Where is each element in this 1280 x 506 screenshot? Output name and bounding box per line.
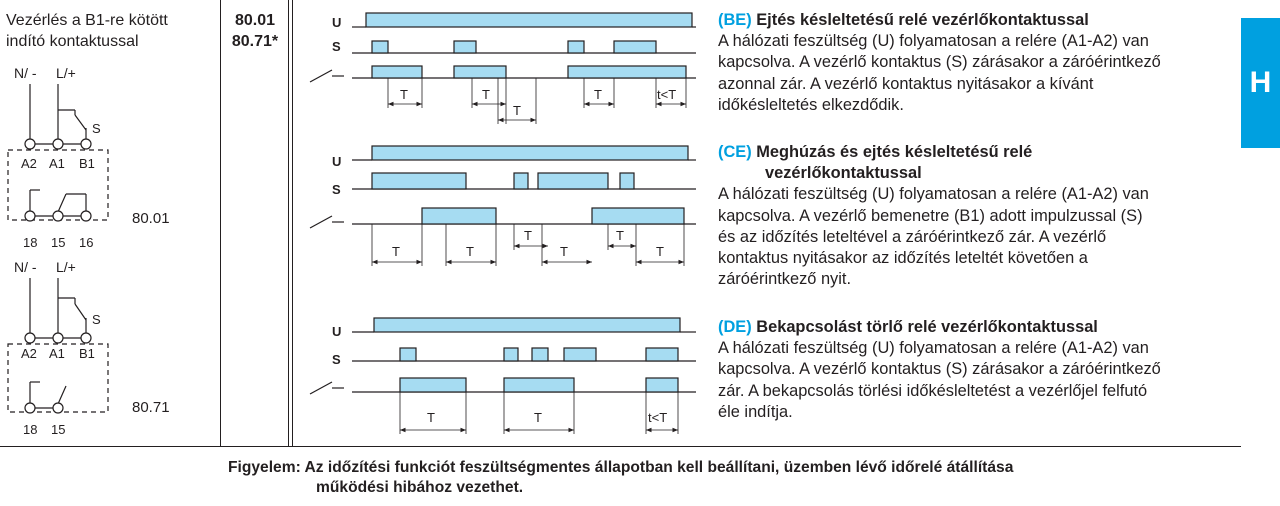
signal-u-label: U <box>332 154 342 169</box>
s-pulse <box>372 41 388 53</box>
s-pulse <box>372 173 466 189</box>
t-label: T <box>482 87 490 102</box>
control-description-line1: Vezérlés a B1-re kötött <box>6 12 168 29</box>
function-be-code: (BE) <box>718 11 752 29</box>
model-codes <box>226 10 284 52</box>
terminal-b1: B1 <box>79 156 95 171</box>
s-pulse <box>646 348 678 361</box>
output-pulse <box>568 66 686 78</box>
signal-s-label: S <box>332 39 341 54</box>
section-tab-letter: H <box>1249 66 1272 99</box>
terminal-a2: A2 <box>21 156 37 171</box>
timing-diagrams <box>296 0 714 446</box>
function-de-heading <box>718 317 1238 338</box>
wiring-diagrams <box>0 60 218 445</box>
control-description <box>6 10 218 52</box>
function-be-heading <box>718 10 1238 31</box>
column-divider-2 <box>288 0 289 446</box>
t-label: T <box>400 87 408 102</box>
contact-16: 16 <box>79 235 94 250</box>
t-less-label: t<T <box>657 87 677 102</box>
function-be-body-line: azonnal zár. A vezérlő kontaktus nyitásakor a kívánt <box>718 74 1094 93</box>
function-ce-body-line: kapcsolva. A vezérlő bemenetre (B1) adott impulzussal (S) <box>718 206 1143 225</box>
timing-diagram-be <box>310 13 696 124</box>
output-pulse <box>400 378 466 392</box>
t-label: T <box>616 228 624 243</box>
terminal-a1: A1 <box>49 156 65 171</box>
s-pulse <box>454 41 476 53</box>
function-ce-body-line: és az időzítés leteltével a záróérintkező zár. A vezérlő <box>718 227 1107 246</box>
column-divider-3 <box>292 0 293 446</box>
t-label: T <box>392 244 400 259</box>
s-pulse <box>538 173 608 189</box>
function-de-title: Bekapcsolást törlő relé vezérlőkontaktussal <box>756 318 1098 336</box>
function-ce-body-line: A hálózati feszültség (U) folyamatosan a relére (A1-A2) van <box>718 185 1149 204</box>
terminal-a1: A1 <box>49 346 65 361</box>
output-pulse <box>592 208 684 224</box>
t-label: T <box>466 244 474 259</box>
table-bottom-rule <box>0 446 1241 447</box>
wiring-diagram-80-01 <box>8 65 170 250</box>
s-pulse <box>514 173 528 189</box>
contact-15: 15 <box>51 235 66 250</box>
model-code-1: 80.01 <box>234 12 276 29</box>
function-be-body-line: időkésleltetés elkezdődik. <box>718 95 904 114</box>
control-description-line2: indító kontaktussal <box>6 33 139 50</box>
function-ce-body-line: kontaktus nyitásakor az időzítés leteltét követően a <box>718 249 1088 268</box>
output-pulse <box>646 378 678 392</box>
label-l: L/+ <box>56 65 76 81</box>
timing-diagram-ce <box>310 146 696 266</box>
output-pulse <box>372 66 422 78</box>
t-label: T <box>594 87 602 102</box>
s-pulse <box>568 41 584 53</box>
function-de-block <box>718 317 1238 423</box>
terminal-b1: B1 <box>79 346 95 361</box>
function-de-body-line: zár. A bekapcsolás törlési időkésleltetést a vezérlőjel felfutó <box>718 381 1148 400</box>
warning-note-line2: működési hibához vezethet. <box>316 479 524 496</box>
signal-u-label: U <box>332 324 342 339</box>
signal-s-label: S <box>332 352 341 367</box>
function-de-body-line: A hálózati feszültség (U) folyamatosan a relére (A1-A2) van <box>718 339 1149 358</box>
warning-note <box>228 458 1228 498</box>
t-label: T <box>534 410 542 425</box>
timing-diagram-de <box>310 318 696 434</box>
t-label: T <box>427 410 435 425</box>
section-tab-h <box>1241 18 1280 148</box>
model-80-01-label: 80.01 <box>132 210 170 227</box>
contact-18: 18 <box>23 422 38 437</box>
function-ce-code: (CE) <box>718 143 752 161</box>
model-code-2: 80.71* <box>231 33 279 50</box>
s-pulse <box>504 348 518 361</box>
column-divider-1 <box>220 0 221 446</box>
t-less-label: t<T <box>648 410 668 425</box>
warning-note-line1: Figyelem: Az időzítési funkciót feszültségmentes állapotban kell beállítani, üzemben lévő időrelé átállítása <box>228 459 1014 476</box>
u-signal-bar <box>374 318 680 332</box>
t-label: T <box>513 103 521 118</box>
label-n: N/ - <box>14 259 37 275</box>
label-l: L/+ <box>56 259 76 275</box>
s-pulse <box>400 348 416 361</box>
function-de-body-line: kapcsolva. A vezérlő kontaktus (S) zárásakor a záróérintkező <box>718 360 1161 379</box>
function-de-code: (DE) <box>718 318 752 336</box>
function-de-body-line: éle indítja. <box>718 402 793 421</box>
terminal-a2: A2 <box>21 346 37 361</box>
model-80-71-label: 80.71 <box>132 399 170 416</box>
function-ce-heading <box>718 142 1238 163</box>
s-pulse <box>564 348 596 361</box>
function-be-body-line: A hálózati feszültség (U) folyamatosan a relére (A1-A2) van <box>718 32 1149 51</box>
output-pulse <box>422 208 496 224</box>
output-pulse <box>454 66 506 78</box>
u-signal-bar <box>372 146 688 160</box>
function-be-body-line: kapcsolva. A vezérlő kontaktus (S) zárásakor a záróérintkező <box>718 53 1161 72</box>
t-label: T <box>656 244 664 259</box>
label-s: S <box>92 312 101 327</box>
contact-15: 15 <box>51 422 66 437</box>
function-ce-title-line1: Meghúzás és ejtés késleltetésű relé <box>756 143 1033 161</box>
label-n: N/ - <box>14 65 37 81</box>
wiring-diagram-80-71 <box>8 259 170 437</box>
function-ce-body-line: záróérintkező nyit. <box>718 270 852 289</box>
label-s: S <box>92 121 101 136</box>
function-be-title: Ejtés késleltetésű relé vezérlőkontaktussal <box>756 11 1089 29</box>
s-pulse <box>620 173 634 189</box>
t-label: T <box>524 228 532 243</box>
contact-18: 18 <box>23 235 38 250</box>
t-label: T <box>560 244 568 259</box>
function-ce-block <box>718 142 1238 290</box>
u-signal-bar <box>366 13 692 27</box>
signal-u-label: U <box>332 15 342 30</box>
function-ce-title-line2: vezérlőkontaktussal <box>765 164 922 183</box>
output-pulse <box>504 378 574 392</box>
s-pulse <box>614 41 656 53</box>
function-be-block <box>718 10 1238 116</box>
signal-s-label: S <box>332 182 341 197</box>
s-pulse <box>532 348 548 361</box>
